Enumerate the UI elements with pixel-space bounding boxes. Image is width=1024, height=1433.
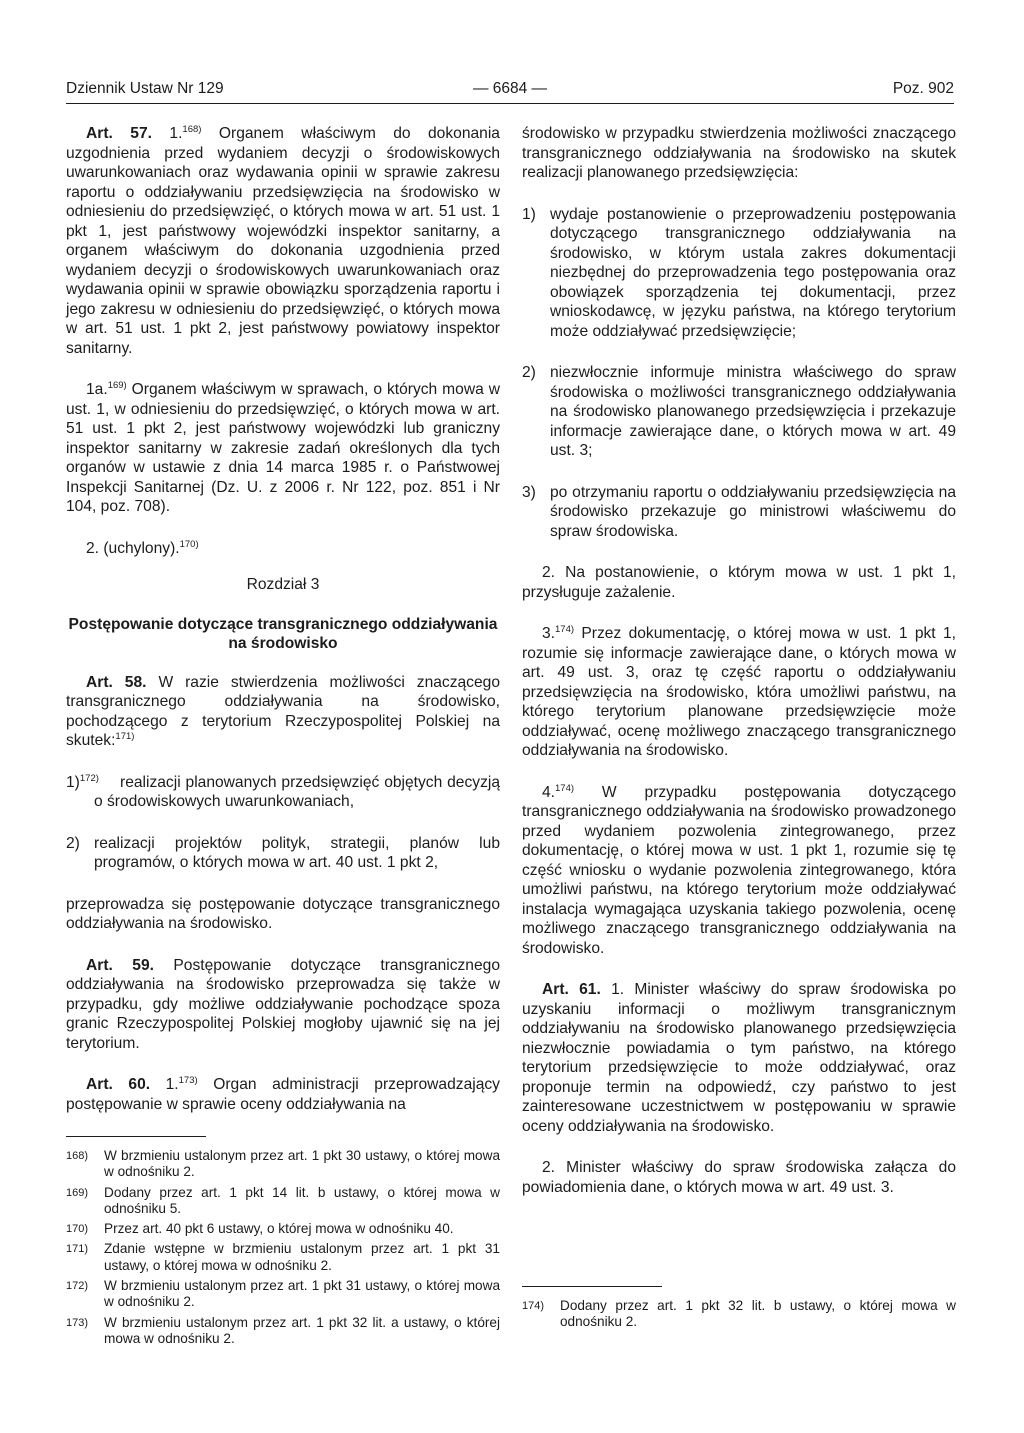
art60-para3-no: 3. bbox=[542, 625, 556, 642]
art59 bbox=[66, 956, 500, 1054]
footnote-number: 174) bbox=[522, 1300, 545, 1312]
footnote-174 bbox=[522, 1298, 956, 1331]
art58-label: Art. 58. bbox=[86, 673, 147, 691]
chapter-label: Rozdział 3 bbox=[246, 576, 320, 593]
art57-label: Art. 57. bbox=[86, 125, 152, 142]
art59-label: Art. 59. bbox=[86, 956, 154, 974]
footnote-173 bbox=[66, 1315, 500, 1348]
art58-item2-text: realizacji projektów polityk, strategii, planów lub programów, o których mowa w art. 40 ust. 1 pkt 2, bbox=[94, 834, 500, 871]
footnote-ref-171[interactable]: 171) bbox=[115, 730, 135, 742]
art60-item3 bbox=[522, 483, 956, 542]
position-number: Poz. 902 bbox=[892, 80, 954, 97]
journal-title: Dziennik Ustaw Nr 129 bbox=[66, 80, 224, 97]
footnote-170 bbox=[66, 1221, 500, 1237]
art58-intro-text: W razie stwierdzenia możliwości znaczącego transgranicznego oddziaływania na środowisko, pochodzącego z terytorium Rzeczypospolitej Polskiej na skutek: bbox=[66, 673, 500, 749]
footnote-text: W brzmieniu ustalonym przez art. 1 pkt 31 ustawy, o której mowa w odnośniku 2. bbox=[104, 1278, 500, 1310]
art58-item1-no: 1) bbox=[66, 773, 80, 791]
footnote-168 bbox=[66, 1148, 500, 1181]
art60-continuation: środowisko w przypadku stwierdzenia możliwości znaczącego transgranicznego oddziaływania na środowisko na skutek realizacji planowanego przedsięwzięcia: bbox=[522, 125, 956, 181]
art60-para4-text: W przypadku postępowania dotyczącego transgranicznego oddziaływania na środowisko prowadzonego przed wydaniem pozwolenia zintegrowanego, przez dokumentację, o której mowa w ust. 1 pkt 1, rozumie się tę część wniosku o wydanie pozwolenia zintegrowanego, która umożliwi państwu, na którego terytorium może oddziaływać instalacja wymagająca uzyskania takiego pozwolenia, ocenę możliwego znaczącego transgranicznego oddziaływania na środowisko. bbox=[522, 783, 957, 957]
art57-para-no: 1. bbox=[169, 125, 183, 142]
art58-item1-text: realizacji planowanych przedsięwzięć objętych decyzją o środowiskowych uwarunkowaniach, bbox=[94, 773, 500, 810]
art57-para1a-no: 1a. bbox=[86, 381, 108, 398]
art58-item1 bbox=[66, 773, 500, 812]
page-header bbox=[66, 79, 954, 104]
art57-para2-text: 2. (uchylony). bbox=[86, 539, 180, 557]
footnote-rule bbox=[66, 1136, 206, 1137]
footnote-ref-169[interactable]: 169) bbox=[107, 379, 127, 391]
footnote-ref-168[interactable]: 168) bbox=[182, 123, 202, 135]
left-column bbox=[66, 124, 500, 1114]
footnote-ref-174[interactable]: 174) bbox=[555, 623, 575, 635]
art60-item1-no: 1) bbox=[522, 205, 536, 223]
footnote-text: W brzmieniu ustalonym przez art. 1 pkt 32 lit. a ustawy, o której mowa w odnośniku 2. bbox=[104, 1314, 500, 1346]
art60-para4-no: 4. bbox=[542, 783, 556, 801]
art60-item3-text: po otrzymaniu raportu o oddziaływaniu przedsięwzięcia na środowisko przekazuje go ministrowi właściwemu do spraw środowiska. bbox=[550, 483, 956, 540]
art57-para1-text: Organem właściwym do dokonania uzgodnienia przed wydaniem decyzji o środowiskowych uwarunkowaniach oraz wydawania opinii w sprawie zakresu raportu o oddziaływaniu przedsięwzięcia na środowisko w odniesieniu do przedsięwzięć, o których mowa w art. 51 ust. 1 pkt 1, jest państwowy wojewódzki inspektor sanitarny, a organem właściwym do dokonania uzgodnienia przed wydaniem decyzji o środowiskowych uwarunkowaniach oraz wydawania opinii w sprawie obowiązku sporządzenia raportu i jego zakresu w odniesieniu do przedsięwzięć, o których mowa w art. 51 ust. 1 pkt 2, jest państwowy powiatowy inspektor sanitarny. bbox=[66, 125, 500, 357]
art60-item2 bbox=[522, 363, 956, 461]
art60-item3-no: 3) bbox=[522, 483, 536, 501]
footnote-number: 171) bbox=[66, 1243, 89, 1256]
footnote-text: Dodany przez art. 1 pkt 14 lit. b ustawy, o której mowa w odnośniku 5. bbox=[104, 1184, 500, 1216]
art57-para1a-text: Organem właściwym w sprawach, o których mowa w ust. 1, w odniesieniu do przedsięwzięć, o których mowa w art. 51 ust. 1 pkt 2, jest państwowy wojewódzki lub graniczny inspektor sanitarny w zakresie zadań określonych dla tych organów w ustawie z dnia 14 marca 1985 r. o Państwowej Inspekcji Sanitarnej (Dz. U. z 2006 r. Nr 122, poz. 851 i Nr 104, poz. 708). bbox=[66, 381, 500, 515]
footnote-ref-172[interactable]: 172) bbox=[79, 772, 99, 784]
art58-item2-no: 2) bbox=[66, 834, 80, 852]
footnote-ref-173[interactable]: 173) bbox=[178, 1074, 198, 1086]
footnote-ref-174b[interactable]: 174) bbox=[555, 782, 575, 794]
footnote-172 bbox=[66, 1278, 500, 1311]
footnote-169 bbox=[66, 1185, 500, 1218]
art60-item2-text: niezwłocznie informuje ministra właściwego do spraw środowiska o możliwości transgranicznego oddziaływania na środowisko planowanego przedsięwzięcia i przekazuje informacje zawierające dane, o których mowa w art. 49 ust. 3; bbox=[550, 364, 956, 459]
right-column bbox=[522, 124, 956, 1197]
art60-text: Organ administracji przeprowadzający postępowanie w sprawie oceny oddziaływania na bbox=[66, 1076, 500, 1113]
art57-para1 bbox=[66, 124, 500, 358]
footnote-171 bbox=[66, 1241, 500, 1274]
art57-para1a bbox=[66, 380, 500, 517]
footnote-text: Dodany przez art. 1 pkt 32 lit. b ustawy, o której mowa w odnośniku 2. bbox=[560, 1298, 956, 1330]
art61-para2: 2. Minister właściwy do spraw środowiska załącza do powiadomienia dane, o których mowa w art. 49 ust. 3. bbox=[522, 1159, 956, 1196]
art58-intro bbox=[66, 673, 500, 751]
left-footnotes bbox=[66, 1136, 500, 1351]
art60-item2-no: 2) bbox=[522, 364, 536, 381]
art60-para3-text: Przez dokumentację, o której mowa w ust. 1 pkt 1, rozumie się informacje zawierające dane, o których mowa w art. 49 ust. 3, oraz tę część raportu o oddziaływaniu przedsięwzięcia na środowisko, która umożliwi państwu, na którego terytorium planowane przedsięwzięcie może oddziaływać, ocenę możliwego znaczącego transgranicznego oddziaływania na środowisko. bbox=[522, 625, 956, 759]
right-footnotes bbox=[522, 1286, 956, 1335]
art60-para3 bbox=[522, 624, 956, 761]
art60-para1 bbox=[66, 1075, 500, 1114]
art59-text: Postępowanie dotyczące transgranicznego oddziaływania na środowisko przeprowadza się także w przypadku, gdy możliwe oddziaływanie pochodzące spoza granic Rzeczypospolitej Polskiej mogłoby ujawnić się na jej terytorium. bbox=[66, 956, 500, 1052]
art60-item1 bbox=[522, 205, 956, 342]
footnote-number: 173) bbox=[66, 1316, 89, 1329]
footnote-number: 172) bbox=[66, 1280, 89, 1293]
art60-para2: 2. Na postanowienie, o którym mowa w ust. 1 pkt 1, przysługuje zażalenie. bbox=[522, 564, 956, 601]
page-number: — 6684 — bbox=[472, 80, 548, 97]
art60-para-no: 1. bbox=[165, 1076, 179, 1093]
chapter-title: Postępowanie dotyczące transgranicznego oddziaływania na środowisko bbox=[68, 615, 498, 652]
art61-label: Art. 61. bbox=[542, 981, 601, 998]
art61-para1-text: 1. Minister właściwy do spraw środowiska po uzyskaniu informacji o możliwym transgranicznym oddziaływaniu na środowisko planowanego przedsięwzięcia niezwłocznie powiadamia o tym państwo, na którego terytorium przedsięwzięcie to może oddziaływać, oraz proponuje termin na odpowiedź, czy państwo to jest zainteresowane uczestnictwem w postępowaniu w sprawie oceny oddziaływania na środowisko. bbox=[522, 981, 956, 1135]
art61-para1 bbox=[522, 980, 956, 1136]
footnote-ref-170[interactable]: 170) bbox=[179, 538, 199, 550]
footnote-number: 168) bbox=[66, 1150, 89, 1162]
footnote-number: 169) bbox=[66, 1186, 89, 1199]
footnote-rule bbox=[522, 1286, 662, 1287]
art60-item1-text: wydaje postanowienie o przeprowadzeniu postępowania dotyczącego transgranicznego oddziaływania na środowisko, w którym ustala zakres dokumentacji niezbędnej do przeprowadzenia tego postępowania oraz obowiązek sporządzenia tej dokumentacji, przez wnioskodawcę, w języku państwa, na którego terytorium może oddziaływać przedsięwzięcie; bbox=[550, 205, 956, 340]
art58-item2 bbox=[66, 834, 500, 873]
footnote-text: Zdanie wstępne w brzmieniu ustalonym przez art. 1 pkt 31 ustawy, o której mowa w odnośniku 2. bbox=[104, 1241, 500, 1273]
footnote-number: 170) bbox=[66, 1223, 89, 1236]
art60-para4 bbox=[522, 783, 956, 959]
art57-para2 bbox=[66, 539, 500, 559]
art60-label: Art. 60. bbox=[86, 1076, 151, 1093]
footnote-text: Przez art. 40 pkt 6 ustawy, o której mowa w odnośniku 40. bbox=[104, 1221, 454, 1237]
footnote-text: W brzmieniu ustalonym przez art. 1 pkt 30 ustawy, o której mowa w odnośniku 2. bbox=[104, 1148, 500, 1180]
art58-closing: przeprowadza się postępowanie dotyczące transgranicznego oddziaływania na środowisko. bbox=[66, 895, 500, 932]
